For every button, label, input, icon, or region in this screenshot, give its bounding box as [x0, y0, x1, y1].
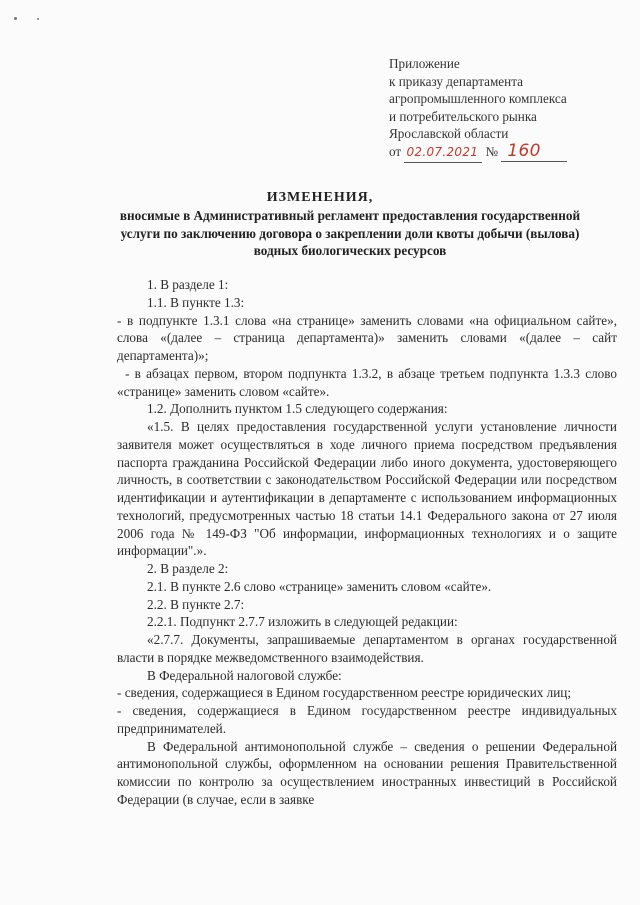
- appendix-block: [389, 55, 567, 163]
- scan-speck: [14, 17, 17, 20]
- paragraph: «2.7.7. Документы, запрашиваемые департаментом в органах государственной власти в порядке межведомственного взаимодействия.: [117, 632, 617, 665]
- appendix-line: Ярославской области: [389, 126, 509, 142]
- paragraph: В Федеральной антимонопольной службе – сведения о решении Федеральной антимонопольной службы, оформленном на основании решения Правительственной комиссии по контролю за осуществлением иностранных инвестиций в Российской Федерации (в случае, если в заявке: [117, 738, 617, 807]
- paragraph: 2.1. В пункте 2.6 слово «странице» заменить словом «сайте».: [147, 578, 492, 594]
- appendix-line: к приказу департамента: [389, 73, 523, 89]
- document-body: [117, 276, 617, 809]
- appendix-line: Приложение: [389, 56, 460, 71]
- order-date-handwritten: 02.07.2021: [404, 144, 482, 163]
- paragraph: 2.2.1. Подпункт 2.7.7 изложить в следующей редакции:: [147, 614, 458, 630]
- paragraph: 2.2. В пункте 2.7:: [147, 596, 245, 612]
- paragraph: - в подпункте 1.3.1 слова «на странице» заменить словами «на официальном сайте», слова «(далее – страница департамента)» заменить словами «(далее – сайт департамента)»;: [117, 312, 617, 363]
- document-subtitle: вносимые в Административный регламент предоставления государственной услуги по заключению договора о закреплении доли квоты добычи (вылова) водных биологических ресурсов: [119, 208, 581, 258]
- paragraph: 1.2. Дополнить пунктом 1.5 следующего содержания:: [147, 401, 448, 417]
- paragraph: - сведения, содержащиеся в Едином государственном реестре юридических лиц;: [117, 685, 572, 701]
- order-number-handwritten: 160: [501, 143, 566, 162]
- paragraph: 2. В разделе 2:: [147, 561, 229, 576]
- scan-speck: [37, 18, 39, 20]
- paragraph: - сведения, содержащиеся в Едином государственном реестре индивидуальных предпринимателей.: [117, 703, 617, 736]
- paragraph: «1.5. В целях предоставления государственной услуги установление личности заявителя может осуществляться в ходе личного приема посредством предъявления паспорта гражданина Российской Федерации либо иного документа, удостоверяющего личность, в соответствии с законодательством Российской Федерации или посредством идентификации и аутентификации в департаменте с использованием информационных технологий, предусмотренных частью 18 статьи 14.1 Федерального закона от 27 июля 2006 года № 149-ФЗ "Об информации, информационных технологиях и о защите информации".».: [117, 419, 617, 559]
- paragraph: 1.1. В пункте 1.3:: [147, 294, 245, 310]
- appendix-line: и потребительского рынка: [389, 108, 537, 124]
- date-prefix: от: [389, 143, 402, 159]
- paragraph: - в абзацах первом, втором подпункта 1.3.2, в абзаце третьем подпункта 1.3.3 слово «странице» заменить словом «сайте».: [117, 365, 617, 399]
- paragraph: 1. В разделе 1:: [147, 277, 229, 292]
- document-title: ИЗМЕНЕНИЯ,: [266, 190, 374, 205]
- appendix-line: агропромышленного комплекса: [389, 91, 567, 107]
- order-date-number-row: [389, 140, 567, 163]
- paragraph: В Федеральной налоговой службе:: [147, 667, 342, 683]
- number-prefix: №: [485, 143, 499, 159]
